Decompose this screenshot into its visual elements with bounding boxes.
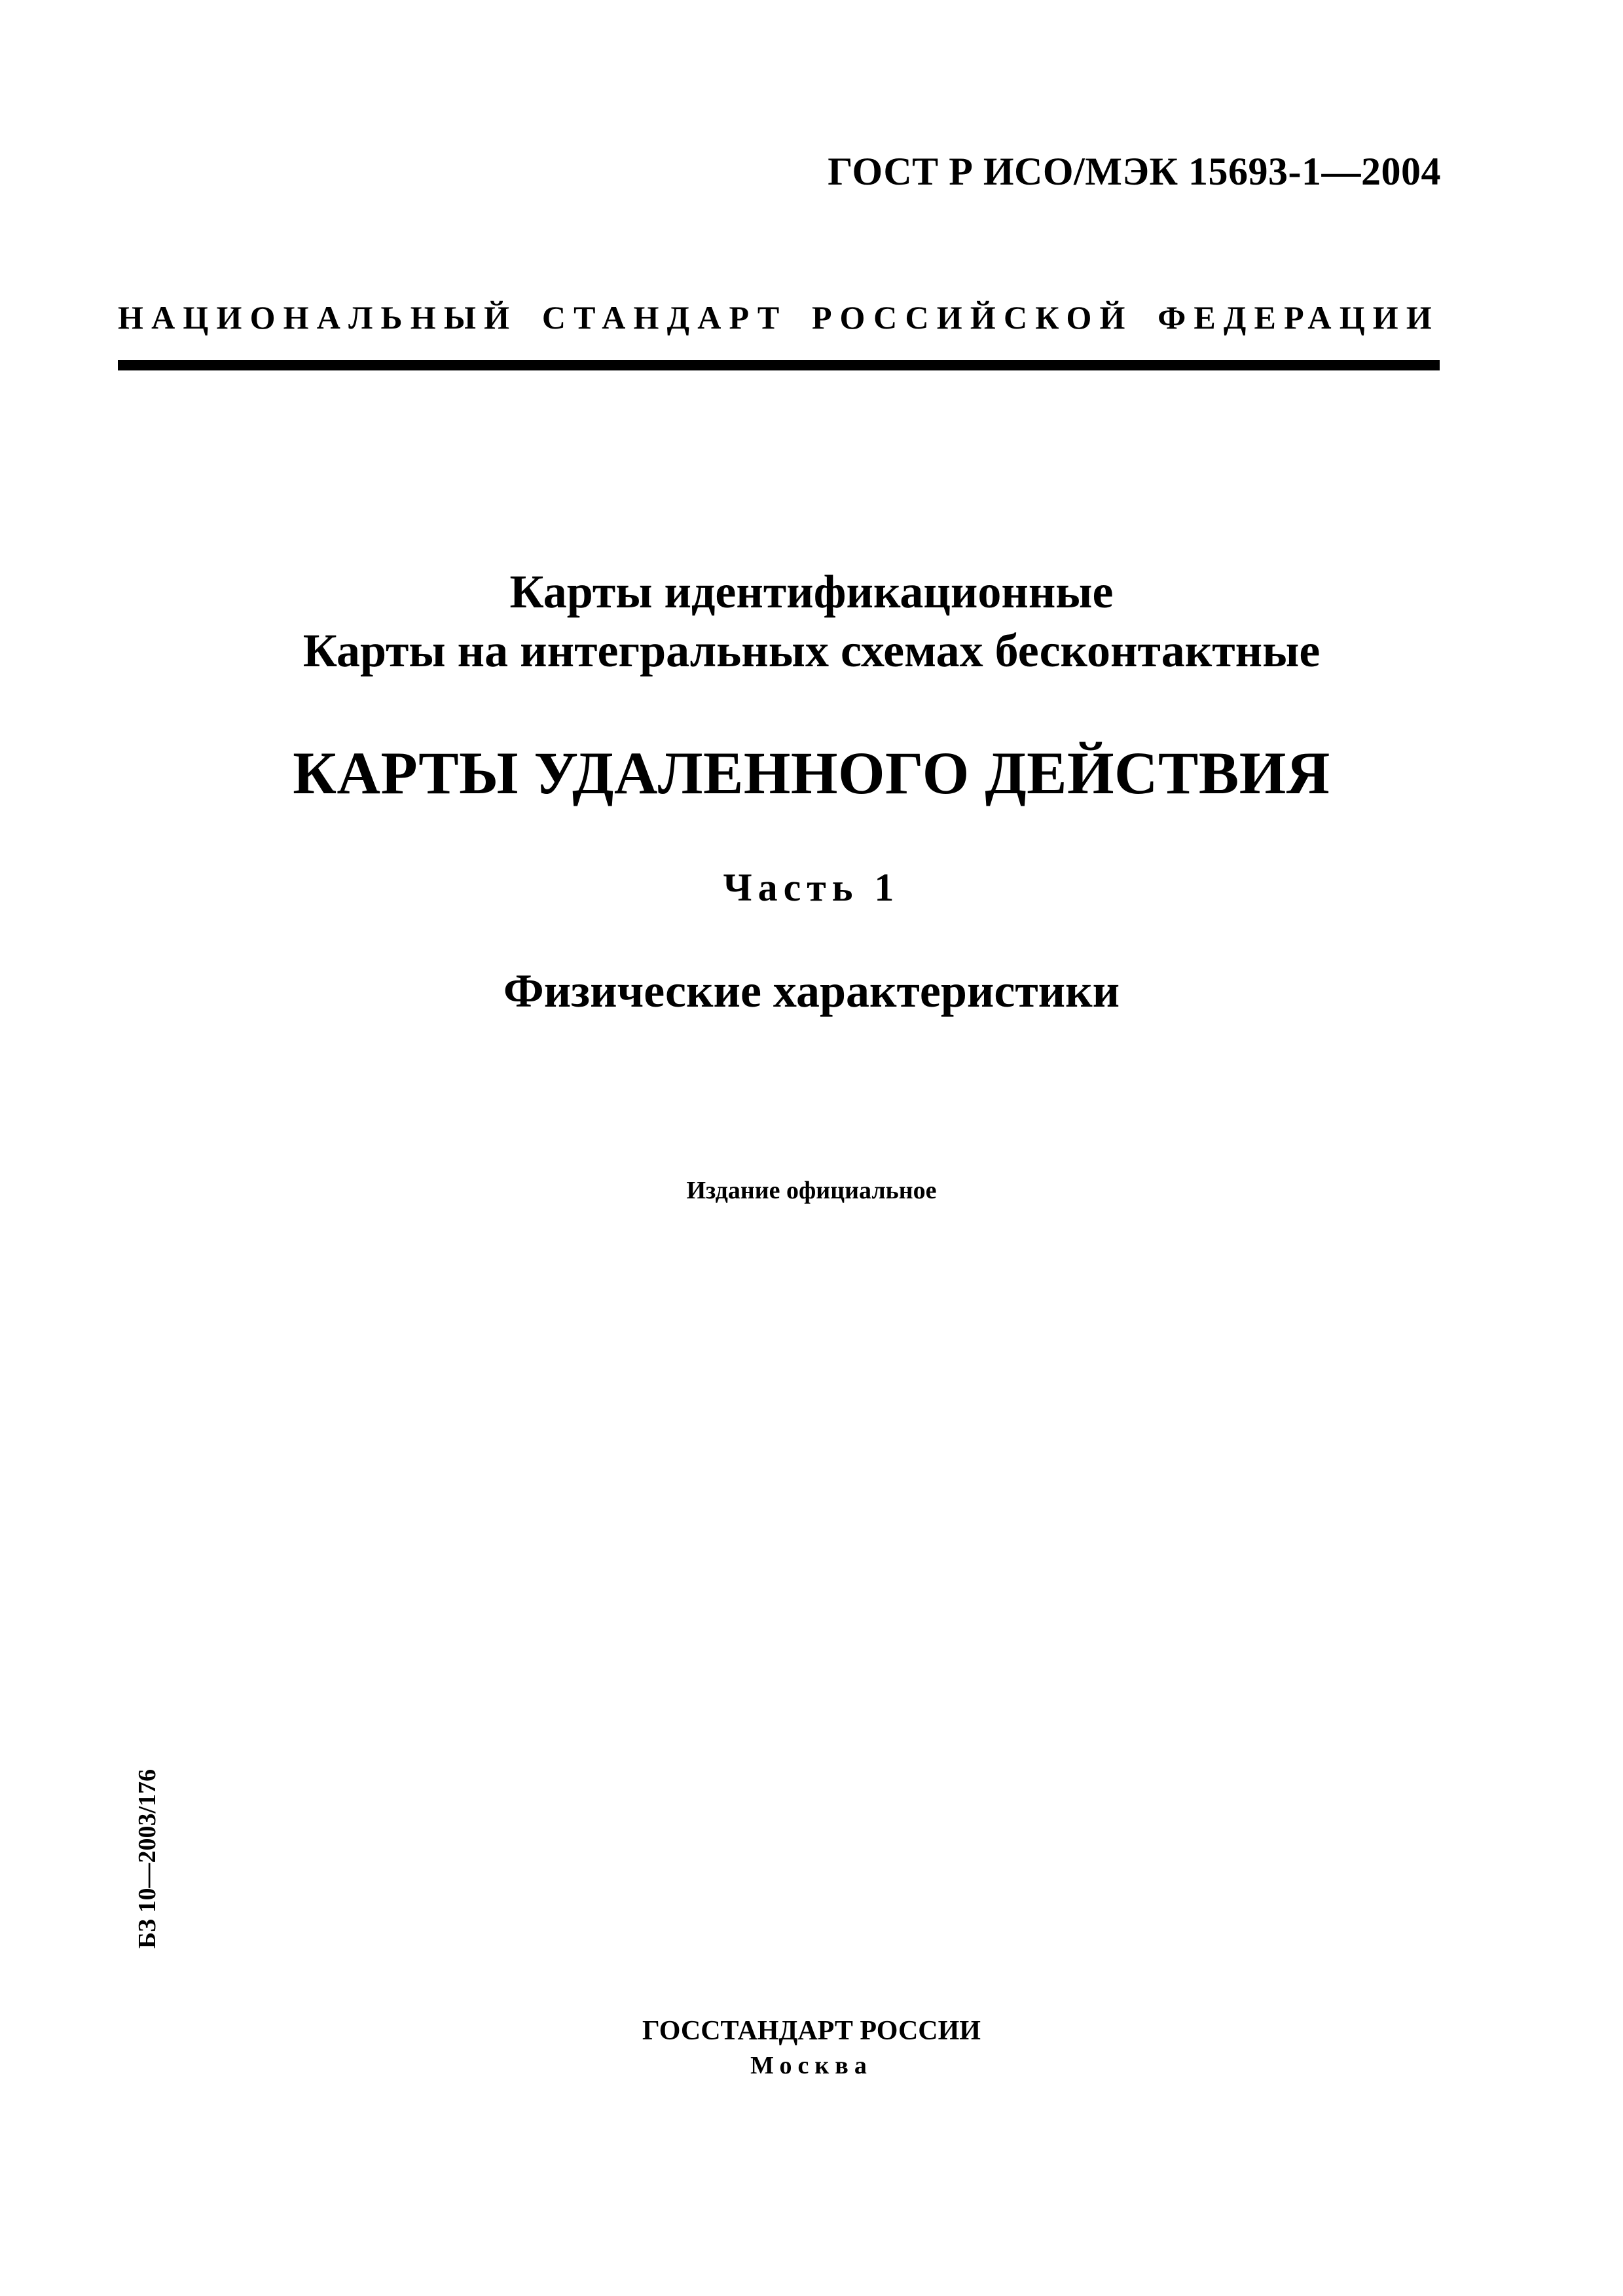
publisher-city: Москва bbox=[750, 2052, 873, 2079]
standard-designation: ГОСТ Р ИСО/МЭК 15693-1—2004 bbox=[828, 150, 1441, 193]
publisher-name: ГОССТАНДАРТ РОССИИ bbox=[642, 2016, 981, 2046]
part-subtitle: Физические характеристики bbox=[503, 965, 1120, 1017]
official-edition-label: Издание официальное bbox=[686, 1177, 937, 1204]
vertical-side-code: БЗ 10—2003/176 bbox=[134, 1768, 161, 1949]
part-label: Часть 1 bbox=[723, 866, 900, 909]
main-title: КАРТЫ УДАЛЕННОГО ДЕЙСТВИЯ bbox=[293, 740, 1330, 806]
document-title-line-1: Карты идентификационные bbox=[509, 565, 1114, 618]
document-title-line-2: Карты на интегральных схемах бесконтактные bbox=[302, 624, 1321, 677]
national-standard-heading: НАЦИОНАЛЬНЫЙ СТАНДАРТ РОССИЙСКОЙ ФЕДЕРАЦИИ bbox=[118, 299, 1440, 336]
header-divider bbox=[118, 360, 1440, 370]
